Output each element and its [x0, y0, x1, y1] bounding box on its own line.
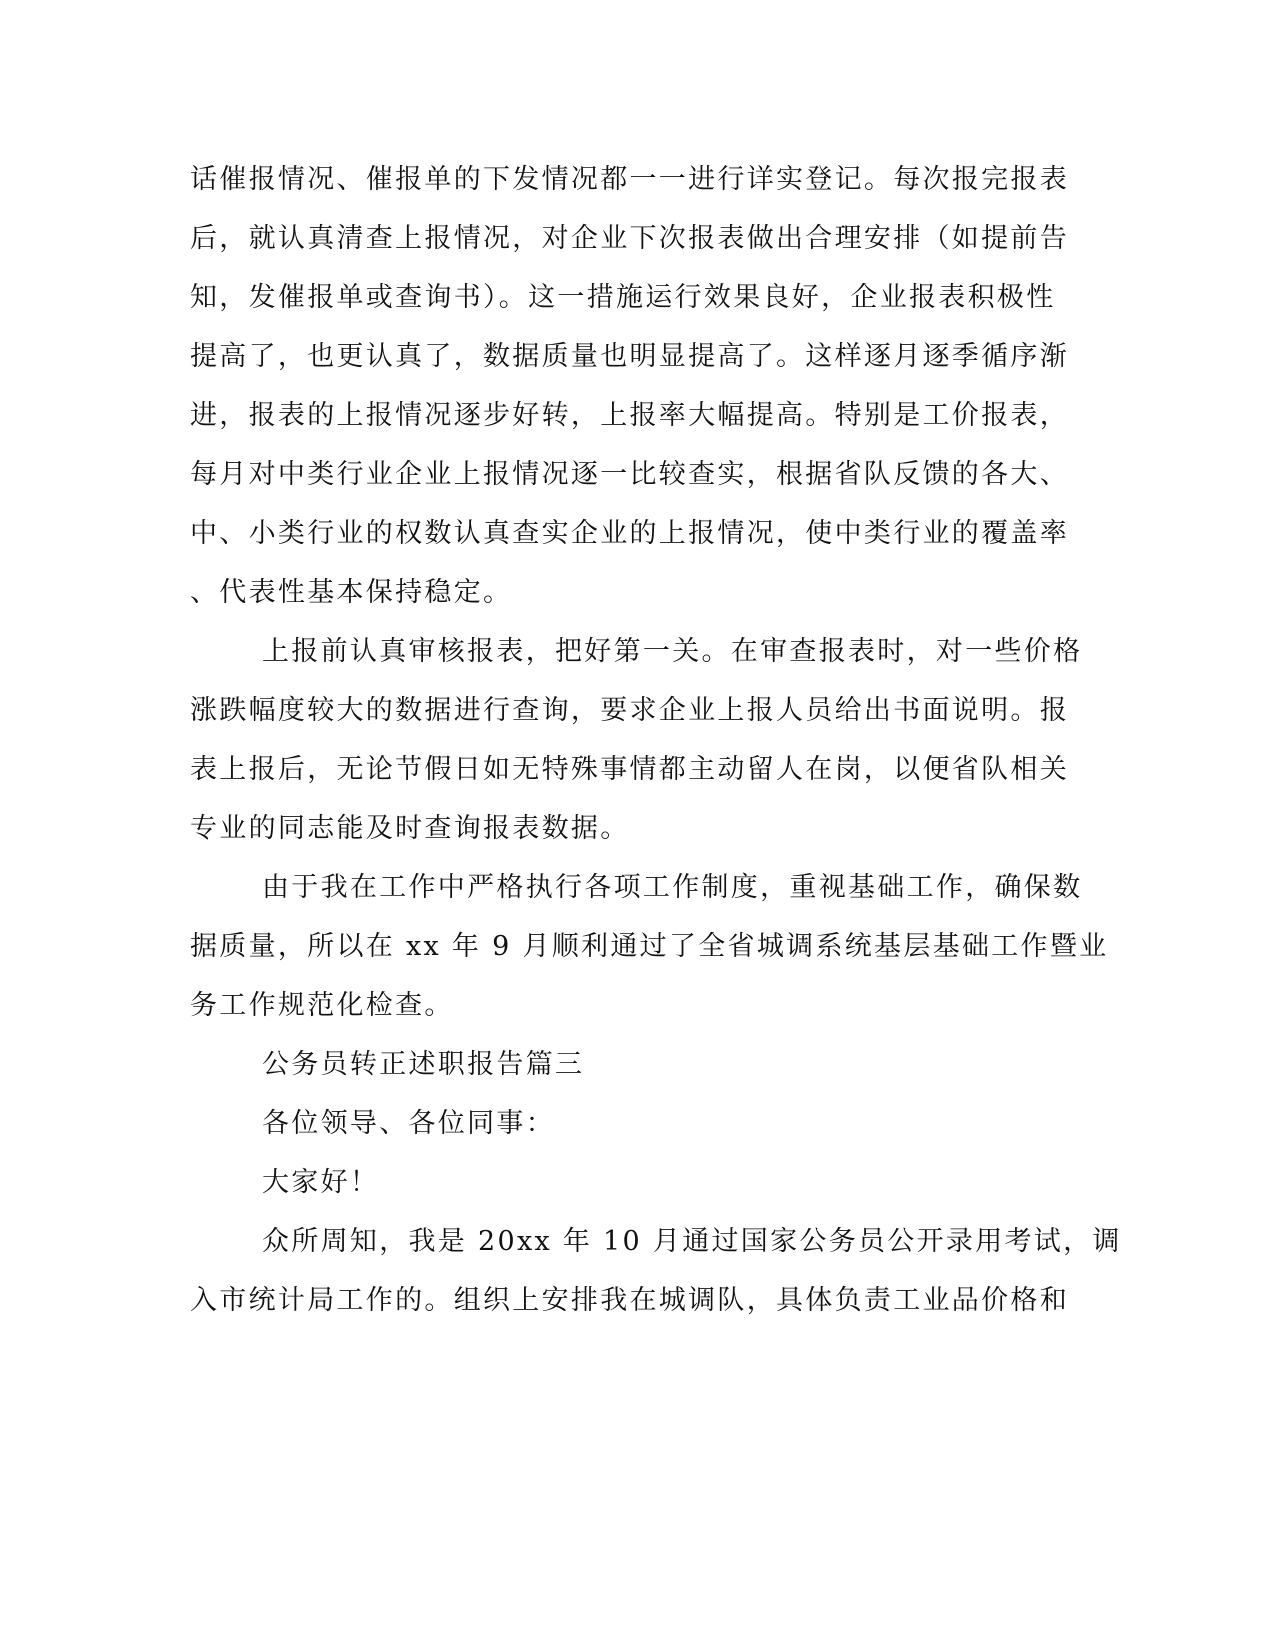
text-line: 涨跌幅度较大的数据进行查询，要求企业上报人员给出书面说明。报: [190, 695, 1069, 726]
paragraph-first-line: 众所周知，我是 20xx 年 10 月通过国家公务员公开录用考试，调: [262, 1226, 1122, 1257]
text-line: 、代表性基本保持稳定。: [190, 577, 513, 608]
salutation: 各位领导、各位同事：: [262, 1108, 555, 1139]
text-line: 务工作规范化检查。: [190, 990, 454, 1021]
text-line: 每月对中类行业企业上报情况逐一比较查实，根据省队反馈的各大、: [190, 459, 1069, 490]
text-line: 话催报情况、催报单的下发情况都一一进行详实登记。每次报完报表: [190, 164, 1069, 195]
text-line: 入市统计局工作的。组织上安排我在城调队，具体负责工业品价格和: [190, 1285, 1069, 1316]
text-line: 提高了，也更认真了，数据质量也明显提高了。这样逐月逐季循序渐: [190, 341, 1069, 372]
greeting: 大家好！: [262, 1167, 380, 1198]
text-line: 专业的同志能及时查询报表数据。: [190, 813, 630, 844]
text-line: 进，报表的上报情况逐步好转，上报率大幅提高。特别是工价报表，: [190, 400, 1069, 431]
section-heading: 公务员转正述职报告篇三: [262, 1049, 585, 1080]
paragraph-first-line: 由于我在工作中严格执行各项工作制度，重视基础工作，确保数: [262, 872, 1083, 903]
text-line: 知，发催报单或查询书）。这一措施运行效果良好，企业报表积极性: [190, 282, 1056, 313]
text-line: 表上报后，无论节假日如无特殊事情都主动留人在岗，以便省队相关: [190, 754, 1069, 785]
paragraph-first-line: 上报前认真审核报表，把好第一关。在审查报表时，对一些价格: [262, 636, 1083, 667]
text-line: 后，就认真清查上报情况，对企业下次报表做出合理安排（如提前告: [190, 223, 1069, 254]
text-line: 中、小类行业的权数认真查实企业的上报情况，使中类行业的覆盖率: [190, 518, 1069, 549]
text-line: 据质量，所以在 xx 年 9 月顺利通过了全省城调系统基层基础工作暨业: [190, 931, 1109, 962]
